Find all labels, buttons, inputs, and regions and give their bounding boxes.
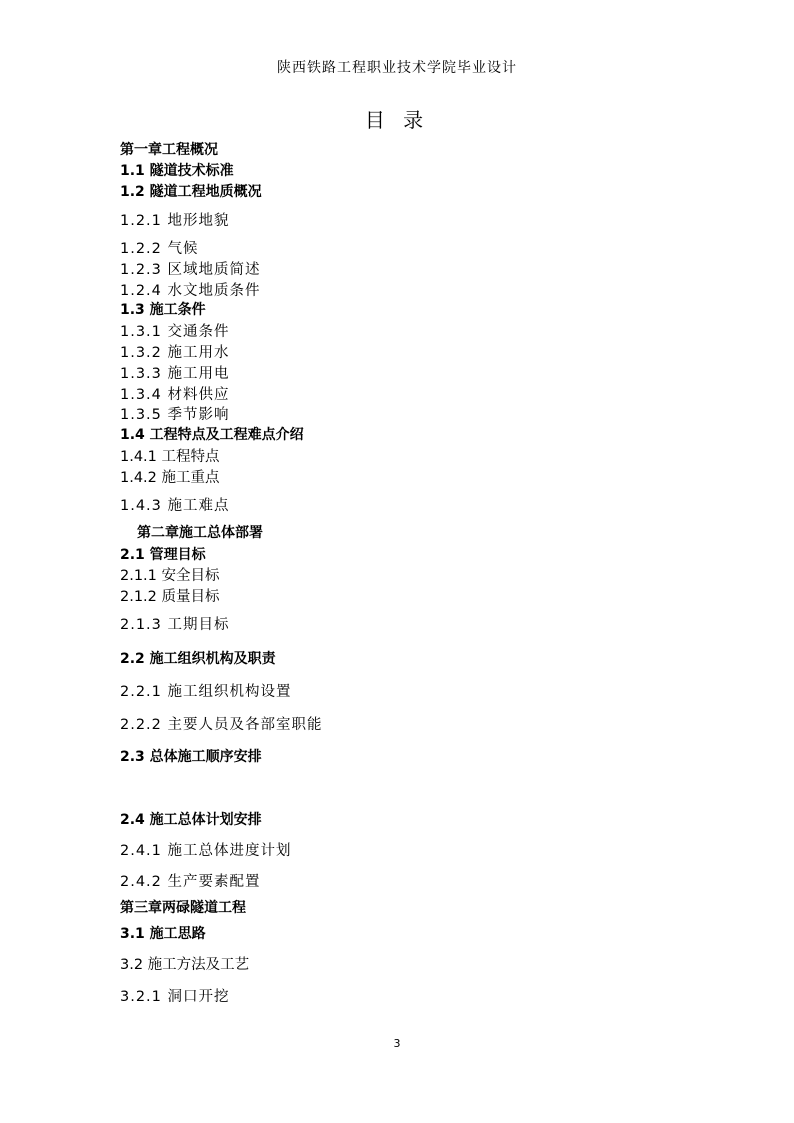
toc-subsection-1-2-2: 1.2.2 气候 xyxy=(120,241,199,257)
toc-section-2-1: 2.1 管理目标 xyxy=(120,547,206,563)
toc-section-2-3: 2.3 总体施工顺序安排 xyxy=(120,749,262,765)
toc-chapter-2: 第二章施工总体部署 xyxy=(137,525,263,541)
toc-subsection-2-2-2: 2.2.2 主要人员及各部室职能 xyxy=(120,717,323,733)
toc-subsection-1-3-4: 1.3.4 材料供应 xyxy=(120,387,230,403)
toc-subsection-1-4-1: 1.4.1 工程特点 xyxy=(120,449,220,465)
toc-section-1-3: 1.3 施工条件 xyxy=(120,302,206,318)
toc-subsection-1-2-1: 1.2.1 地形地貌 xyxy=(120,213,230,229)
toc-subsection-2-4-2: 2.4.2 生产要素配置 xyxy=(120,874,261,890)
toc-subsection-2-2-1: 2.2.1 施工组织机构设置 xyxy=(120,684,292,700)
toc-subsection-3-2-1: 3.2.1 洞口开挖 xyxy=(120,989,230,1005)
toc-subsection-2-1-2: 2.1.2 质量目标 xyxy=(120,589,220,605)
page-number: 3 xyxy=(393,1037,401,1050)
toc-chapter-1: 第一章工程概况 xyxy=(120,142,218,158)
toc-section-1-1: 1.1 隧道技术标准 xyxy=(120,163,234,179)
toc-chapter-3: 第三章两碌隧道工程 xyxy=(120,900,246,916)
toc-subsection-1-3-5: 1.3.5 季节影响 xyxy=(120,407,230,423)
toc-subsection-1-2-3: 1.2.3 区域地质简述 xyxy=(120,262,261,278)
toc-section-3-1: 3.1 施工思路 xyxy=(120,926,206,942)
toc-section-1-2: 1.2 隧道工程地质概况 xyxy=(120,184,262,200)
toc-section-1-4: 1.4 工程特点及工程难点介绍 xyxy=(120,427,304,443)
toc-subsection-1-4-2: 1.4.2 施工重点 xyxy=(120,470,220,486)
running-header: 陕西铁路工程职业技术学院毕业设计 xyxy=(277,60,517,76)
toc-subsection-1-3-1: 1.3.1 交通条件 xyxy=(120,324,230,340)
toc-subsection-1-4-3: 1.4.3 施工难点 xyxy=(120,498,230,514)
toc-section-2-4: 2.4 施工总体计划安排 xyxy=(120,812,262,828)
toc-subsection-1-3-2: 1.3.2 施工用水 xyxy=(120,345,230,361)
toc-subsection-1-3-3: 1.3.3 施工用电 xyxy=(120,366,230,382)
toc-section-3-2: 3.2 施工方法及工艺 xyxy=(120,957,250,973)
toc-subsection-1-2-4: 1.2.4 水文地质条件 xyxy=(120,283,261,299)
toc-subsection-2-1-3: 2.1.3 工期目标 xyxy=(120,617,230,633)
toc-subsection-2-1-1: 2.1.1 安全目标 xyxy=(120,568,220,584)
toc-title: 目 录 xyxy=(364,108,430,132)
toc-section-2-2: 2.2 施工组织机构及职责 xyxy=(120,651,276,667)
toc-subsection-2-4-1: 2.4.1 施工总体进度计划 xyxy=(120,843,292,859)
